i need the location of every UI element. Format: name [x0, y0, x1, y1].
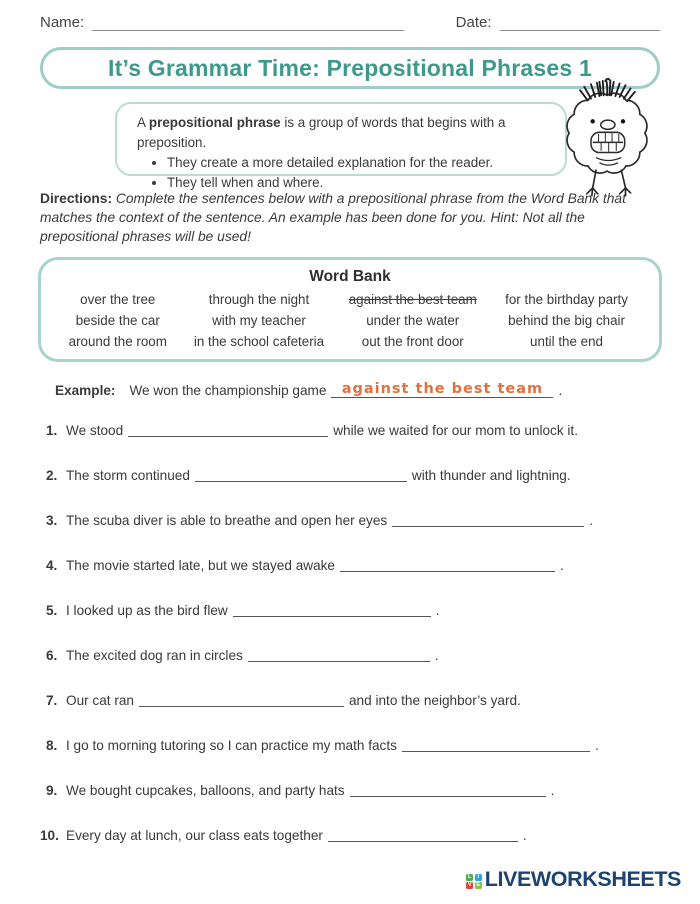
answer-blank-3[interactable] [392, 512, 584, 527]
directions-text: Complete the sentences below with a prepositional phrase from the Word Bank that matches the context of the sentence. An example has been done for you. Hint: Not all the prepositional phrases will be used! [40, 191, 626, 245]
question-8: 8. I go to morning tutoring so I can practice my math facts . [40, 735, 665, 753]
definition-bullet: • They create a more detailed explanation for the reader. [167, 153, 551, 173]
question-number: 9. [46, 783, 58, 798]
question-number: 6. [46, 648, 58, 663]
word-bank-item: over the tree [80, 292, 156, 307]
liveworksheets-logo [466, 867, 681, 892]
question-10: 10. Every day at lunch, our class eats together . [40, 828, 527, 843]
name-label: Name: [40, 14, 85, 31]
question-number: 7. [46, 693, 58, 708]
example-row [55, 381, 562, 398]
word-bank-title: Word Bank [309, 268, 391, 285]
definition-box [115, 102, 567, 191]
word-bank-item: under the water [366, 313, 460, 328]
word-bank-item: with my teacher [212, 313, 306, 328]
word-bank-item: behind the big chair [508, 313, 625, 328]
liveworksheets-logo-icon: L I V E [467, 873, 481, 889]
answer-blank-8[interactable] [402, 737, 590, 752]
question-9: 9. We bought cupcakes, balloons, and party hats . [40, 780, 665, 798]
question-4: 4. The movie started late, but we stayed awake . [40, 555, 665, 573]
question-number: 8. [46, 738, 58, 753]
answer-blank-9[interactable] [350, 782, 546, 797]
answer-blank-5[interactable] [233, 602, 431, 617]
date-label: Date: [455, 14, 492, 31]
word-bank-item-crossed-out: against the best team [348, 292, 477, 307]
example-sentence-after: . [558, 383, 563, 398]
question-number: 4. [46, 558, 58, 573]
word-bank-item: for the birthday party [505, 292, 628, 307]
answer-blank-7[interactable] [139, 692, 344, 707]
word-bank-item: beside the car [75, 313, 160, 328]
question-number: 3. [46, 513, 58, 528]
question-7: 7. Our cat ran and into the neighbor’s yard. [40, 690, 665, 708]
answer-blank-2[interactable] [195, 467, 407, 482]
definition-intro: A prepositional phrase is a group of words that begins with a preposition. [137, 115, 506, 151]
question-2: 2. The storm continued with thunder and lightning. [40, 465, 665, 483]
word-bank [38, 257, 662, 362]
question-3: 3. The scuba diver is able to breathe and open her eyes . [40, 510, 665, 528]
liveworksheets-wordmark: LIVEWORKSHEETS [484, 867, 681, 891]
question-1: 1. We stood while we waited for our mom to unlock it. [40, 420, 665, 438]
example-sentence-before: We won the championship game [129, 383, 327, 398]
question-6: 6. The excited dog ran in circles . [40, 645, 665, 663]
definition-bullets [167, 153, 551, 193]
word-bank-item: through the night [208, 292, 310, 307]
directions-label: Directions: [40, 191, 113, 206]
answer-blank-1[interactable] [128, 422, 328, 437]
header [40, 14, 660, 31]
definition-bullet: • They tell when and where. [167, 173, 551, 193]
word-bank-item: until the end [530, 334, 604, 349]
example-answer: against the best team [331, 381, 553, 398]
question-5: 5. I looked up as the bird flew . [40, 600, 665, 618]
question-number: 5. [46, 603, 58, 618]
answer-blank-6[interactable] [248, 647, 430, 662]
word-bank-grid [55, 292, 645, 349]
question-list [40, 420, 665, 870]
word-bank-item: out the front door [361, 334, 464, 349]
word-bank-item: around the room [68, 334, 167, 349]
question-number: 10. [40, 828, 59, 843]
question-number: 1. [46, 423, 58, 438]
date-input-line[interactable] [500, 17, 660, 31]
page-title: It’s Grammar Time: Prepositional Phrases 1 [108, 54, 592, 81]
answer-blank-10[interactable] [328, 827, 518, 842]
monster-illustration [544, 70, 670, 198]
question-number: 2. [46, 468, 58, 483]
name-input-line[interactable] [92, 17, 403, 31]
example-label: Example: [55, 383, 116, 398]
answer-blank-4[interactable] [340, 557, 555, 572]
word-bank-item: in the school cafeteria [193, 334, 325, 349]
